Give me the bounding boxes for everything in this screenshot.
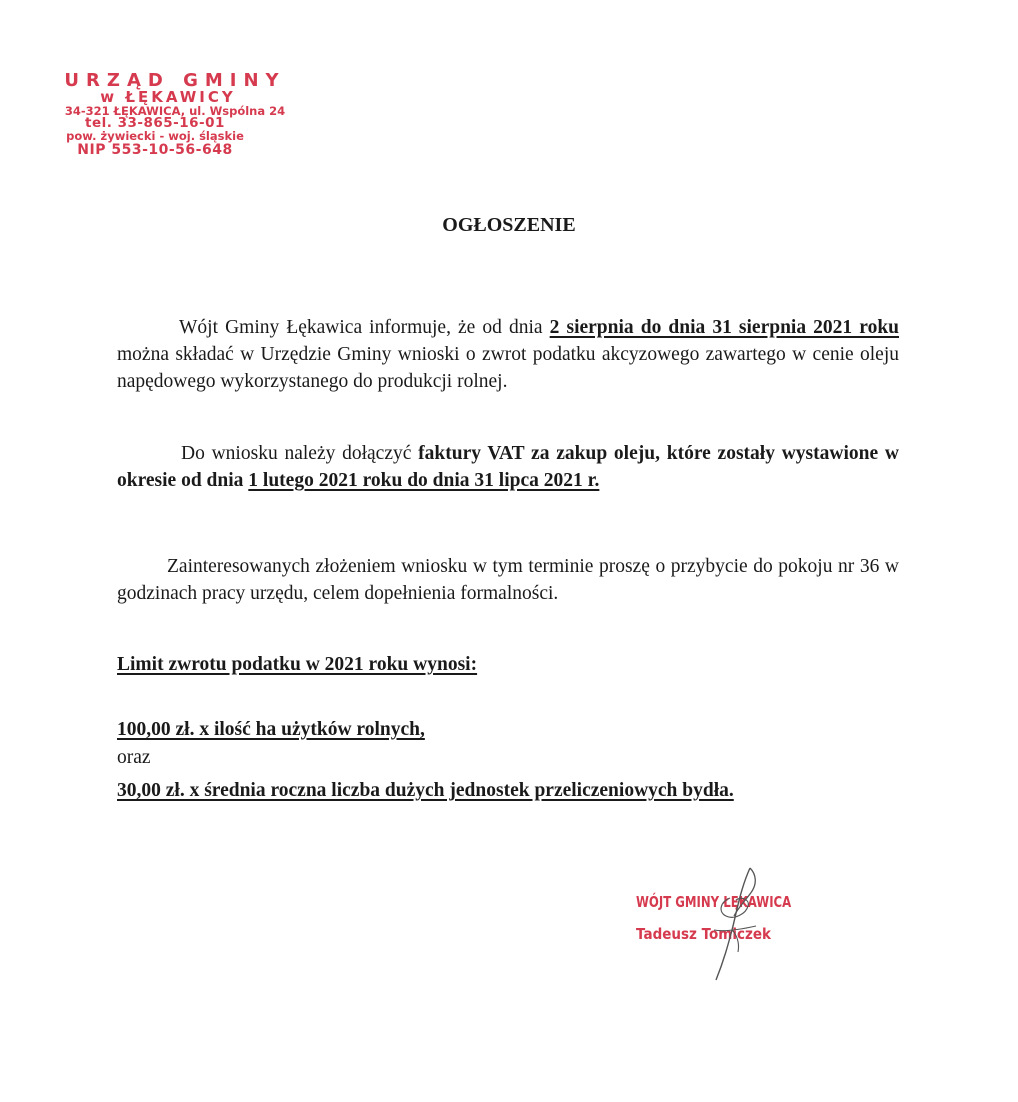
stamp-phone: tel. 33-865-16-01	[85, 115, 225, 132]
conjunction-oraz: oraz	[117, 747, 151, 768]
limit-heading-text: Limit zwrotu podatku w 2021 roku wynosi:	[117, 654, 478, 675]
invoice-period: 1 lutego 2021 roku do dnia 31 lipca 2021 r.	[248, 470, 600, 491]
invoices-requirement: faktury VAT za zakup oleju, które zostały wystawione w okresie od dnia	[117, 443, 899, 491]
handwritten-signature	[690, 860, 800, 990]
paragraph-info	[117, 314, 899, 395]
paragraph-invoices-text: Do wniosku należy dołączyć	[181, 443, 419, 464]
limit-cattle-text: 30,00 zł. x średnia roczna liczba dużych jednostek przeliczeniowych bydła.	[117, 780, 734, 801]
paragraph-info-text: Wójt Gminy Łękawica informuje, że od dnia	[179, 317, 550, 338]
application-period: 2 sierpnia do dnia 31 sierpnia 2021 roku	[549, 317, 900, 338]
limit-land	[117, 716, 899, 743]
limit-land-text: 100,00 zł. x ilość ha użytków rolnych,	[117, 719, 425, 740]
announcement-title: OGŁOSZENIE	[442, 214, 576, 236]
paragraph-invoices	[117, 440, 899, 494]
paragraph-info-text-end: można składać w Urzędzie Gminy wnioski o zwrot podatku akcyzowego zawartego w cenie oleju napędowego wykorzystanego do produkcji rolnej.	[117, 344, 899, 392]
stamp-town: w ŁĘKAWICY	[100, 88, 236, 107]
signature-name: Tadeusz Tomiczek	[636, 925, 771, 943]
stamp-region: pow. żywiecki - woj. śląskie	[66, 129, 244, 144]
office-stamp	[44, 72, 306, 157]
signature-title: WÓJT GMINY ŁĘKAWICA	[636, 893, 792, 911]
stamp-office-name: URZĄD GMINY	[64, 70, 286, 91]
stamp-address: 34-321 ŁĘKAWICA, ul. Wspólna 24	[64, 103, 286, 118]
limit-heading	[117, 651, 899, 678]
limit-cattle	[117, 777, 899, 804]
paragraph-visit: Zainteresowanych złożeniem wniosku w tym terminie proszę o przybycie do pokoju nr 36 w godzinach pracy urzędu, celem dopełnienia formalności.	[117, 556, 899, 604]
stamp-nip: NIP 553-10-56-648	[77, 141, 233, 158]
